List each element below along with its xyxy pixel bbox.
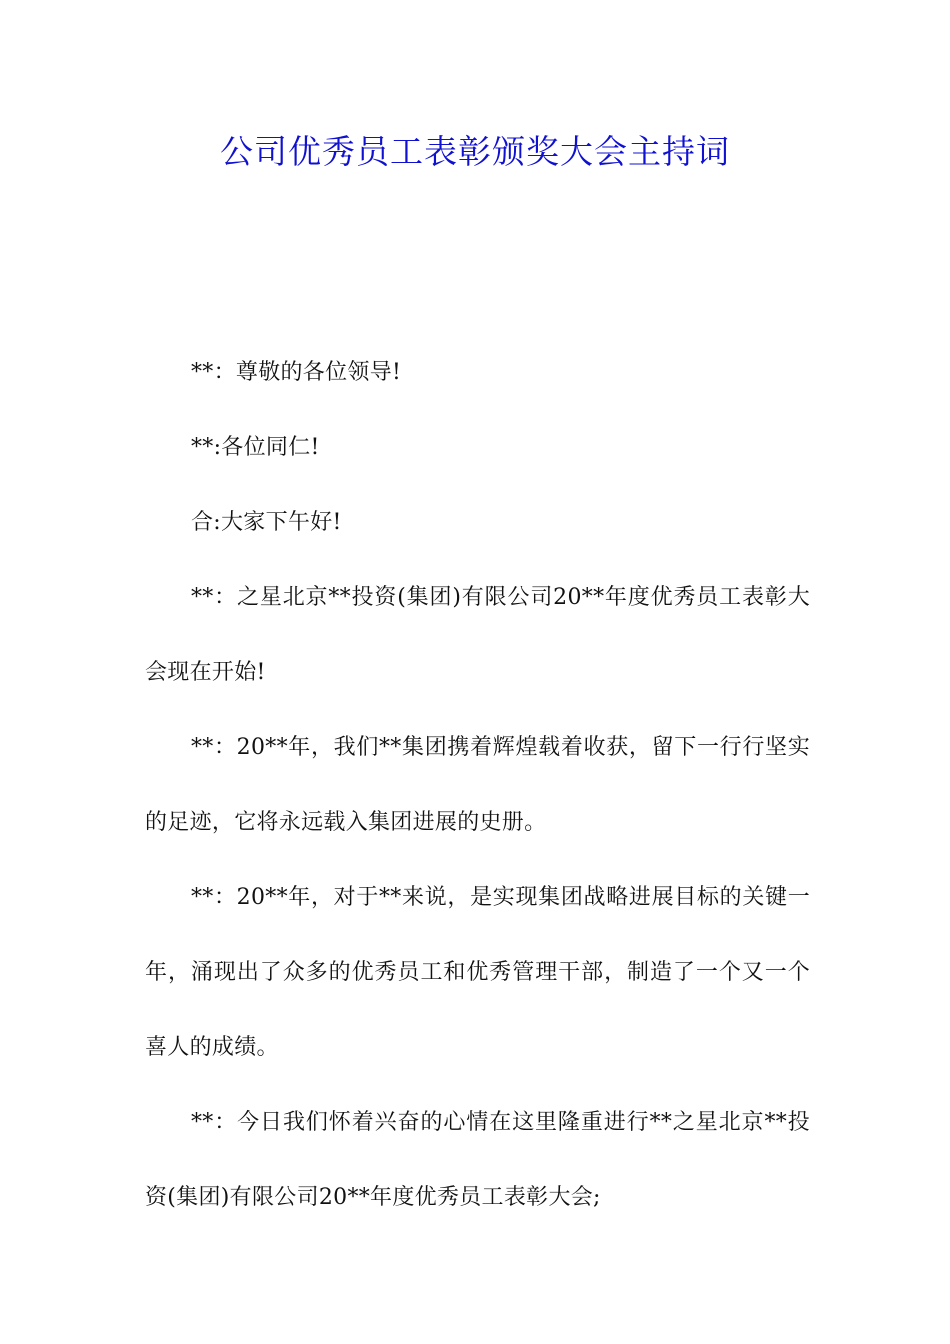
- paragraph-greeting-all: 合:大家下午好!: [191, 510, 342, 535]
- paragraph-greeting-leaders: **：尊敬的各位领导!: [191, 360, 402, 385]
- paragraph-opening: **：之星北京**投资(集团)有限公司20**年度优秀员工表彰大会现在开始!: [145, 585, 810, 685]
- paragraph-ceremony: **：今日我们怀着兴奋的心情在这里隆重进行**之星北京**投资(集团)有限公司20**年度优秀员工表彰大会;: [145, 1110, 810, 1210]
- paragraph-year-review: **：20**年，我们**集团携着辉煌载着收获，留下一行行坚实的足迹，它将永远载入集团进展的史册。: [145, 735, 810, 835]
- paragraph-greeting-colleagues: **:各位同仁!: [191, 435, 320, 460]
- paragraph-key-year: **：20**年，对于**来说，是实现集团战略进展目标的关键一年，涌现出了众多的优秀员工和优秀管理干部，制造了一个又一个喜人的成绩。: [145, 885, 810, 1060]
- document-title: 公司优秀员工表彰颁奖大会主持词: [220, 132, 730, 171]
- document-body: [145, 335, 810, 1235]
